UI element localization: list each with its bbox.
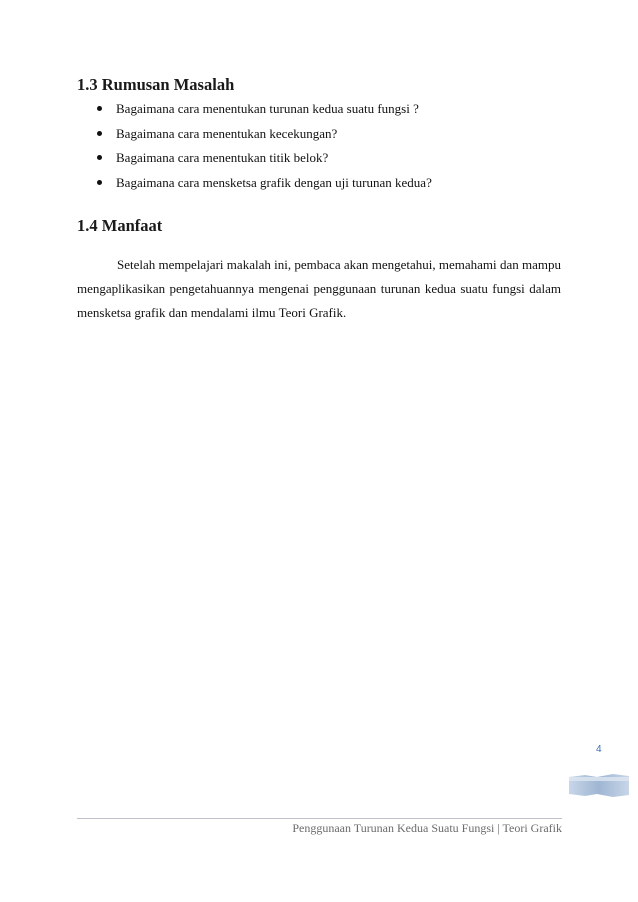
rumusan-masalah-list	[96, 100, 432, 198]
bullet-icon	[97, 106, 102, 111]
list-item	[96, 149, 432, 174]
list-item	[96, 125, 432, 150]
footer-divider	[77, 818, 562, 819]
bullet-icon	[97, 155, 102, 160]
list-item	[96, 100, 432, 125]
list-item-text: Bagaimana cara menentukan kecekungan?	[116, 125, 338, 141]
manfaat-paragraph: Setelah mempelajari makalah ini, pembaca akan mengetahui, memahami dan mampu mengaplikasikan pengetahuannya mengenai penggunaan turunan kedua suatu fungsi dalam mensketsa grafik dan mendalami ilmu Teori Grafik.	[77, 257, 561, 320]
bullet-icon	[97, 131, 102, 136]
list-item-text: Bagaimana cara menentukan titik belok?	[116, 150, 329, 165]
list-item-text: Bagaimana cara menentukan turunan kedua suatu fungsi ?	[116, 101, 419, 116]
section-heading-manfaat: 1.4 Manfaat	[77, 216, 163, 235]
section-heading-rumusan-masalah: 1.3 Rumusan Masalah	[77, 75, 235, 94]
bullet-icon	[97, 180, 102, 185]
list-item-text: Bagaimana cara mensketsa grafik dengan uji turunan kedua?	[116, 174, 432, 190]
page-tab-decoration-icon	[567, 771, 631, 799]
footer-text: Penggunaan Turunan Kedua Suatu Fungsi | Teori Grafik	[292, 821, 562, 835]
list-item	[96, 174, 432, 199]
page-number: 4	[596, 744, 602, 755]
